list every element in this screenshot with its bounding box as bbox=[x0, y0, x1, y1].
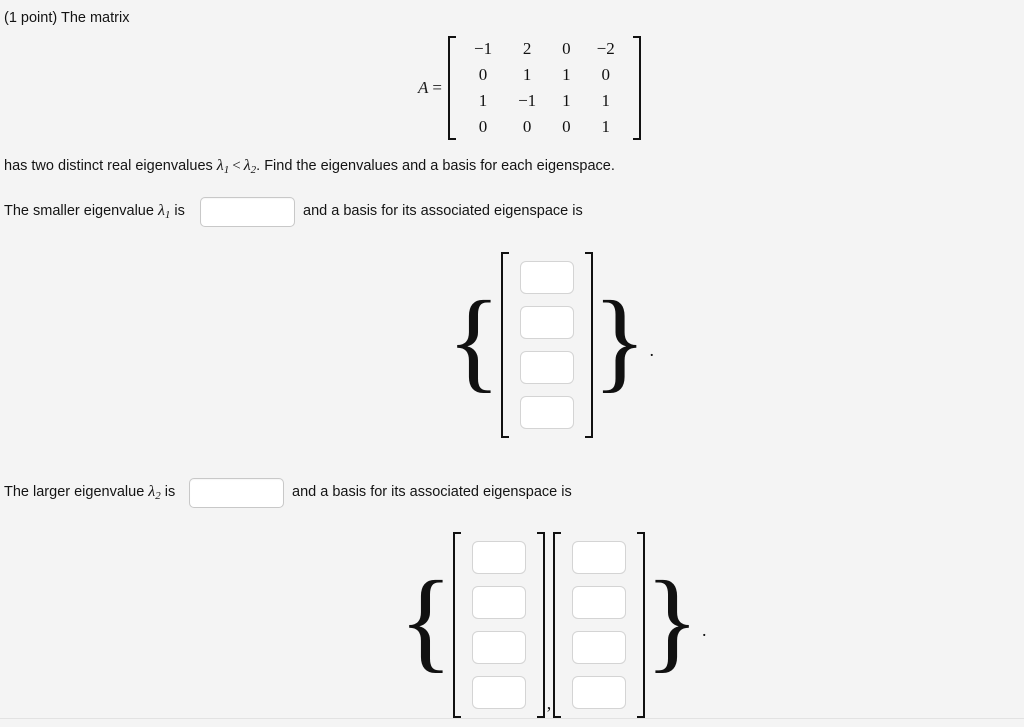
larger-basis1-cell-3[interactable] bbox=[472, 631, 526, 664]
matrix-cell: 1 bbox=[478, 91, 488, 110]
lambda2-subscript: 2 bbox=[250, 164, 257, 176]
matrix-row bbox=[461, 62, 628, 88]
vector-cells bbox=[564, 532, 634, 718]
smaller-basis-label: and a basis for its associated eigenspace is bbox=[303, 203, 583, 219]
larger-basis-group bbox=[399, 532, 707, 718]
smaller-lambda-subscript: 1 bbox=[164, 209, 171, 221]
eigenvalue-statement bbox=[4, 156, 615, 180]
smaller-basis-cell-2[interactable] bbox=[520, 306, 574, 339]
vector-right-bracket-icon bbox=[634, 532, 645, 718]
points-label: (1 point) The matrix bbox=[4, 10, 130, 26]
larger-open-brace-icon: { bbox=[399, 559, 453, 683]
smaller-basis-cell-4[interactable] bbox=[520, 396, 574, 429]
vector-right-bracket-icon bbox=[534, 532, 545, 718]
matrix-a bbox=[418, 36, 641, 140]
larger-lambda-symbol: λ bbox=[148, 483, 156, 500]
less-than-operator: < bbox=[232, 158, 241, 174]
smaller-open-brace-icon: { bbox=[447, 279, 501, 403]
matrix-equals: = bbox=[432, 78, 442, 97]
smaller-eigenvalue-input[interactable] bbox=[200, 197, 295, 227]
lambda1-symbol: λ bbox=[216, 157, 224, 174]
larger-basis1-cell-2[interactable] bbox=[472, 586, 526, 619]
matrix-cell: −1 bbox=[518, 91, 537, 110]
vector-cells bbox=[512, 252, 582, 438]
smaller-eigenvalue-prompt bbox=[4, 201, 185, 225]
larger-eigenvalue-prompt bbox=[4, 482, 175, 506]
smaller-basis-group bbox=[447, 252, 654, 438]
matrix-row bbox=[461, 36, 628, 62]
vector-left-bracket-icon bbox=[501, 252, 512, 438]
larger-eigenvalue-input[interactable] bbox=[189, 478, 284, 508]
vector-cells bbox=[464, 532, 534, 718]
matrix-cell: 1 bbox=[601, 117, 610, 136]
matrix-row bbox=[461, 88, 628, 114]
larger-close-brace-icon: } bbox=[645, 559, 700, 683]
matrix-cell: 0 bbox=[562, 117, 571, 136]
larger-is-word: is bbox=[160, 484, 176, 500]
larger-basis-vector-1 bbox=[453, 532, 545, 718]
larger-basis-separator: , bbox=[546, 693, 552, 713]
matrix-cell: −1 bbox=[473, 39, 493, 58]
larger-basis2-cell-3[interactable] bbox=[572, 631, 626, 664]
matrix-cell: 0 bbox=[601, 65, 610, 84]
vector-left-bracket-icon bbox=[553, 532, 564, 718]
matrix-cell: 1 bbox=[562, 91, 571, 110]
statement-prefix: has two distinct real eigenvalues bbox=[4, 158, 217, 174]
matrix-cell: 1 bbox=[522, 65, 532, 84]
larger-basis2-cell-2[interactable] bbox=[572, 586, 626, 619]
smaller-lambda-symbol: λ bbox=[157, 202, 165, 219]
larger-prefix: The larger eigenvalue bbox=[4, 484, 149, 500]
matrix-cell: −2 bbox=[596, 39, 615, 58]
matrix-right-bracket-icon bbox=[630, 36, 641, 140]
lambda2-symbol: λ bbox=[243, 157, 251, 174]
matrix-cell: 0 bbox=[478, 65, 488, 84]
smaller-basis-vector bbox=[501, 252, 593, 438]
statement-suffix: . Find the eigenvalues and a basis for each eigenspace. bbox=[256, 158, 615, 174]
larger-basis-label: and a basis for its associated eigenspace is bbox=[292, 484, 572, 500]
smaller-prefix: The smaller eigenvalue bbox=[4, 203, 158, 219]
larger-basis2-cell-1[interactable] bbox=[572, 541, 626, 574]
larger-lambda-subscript: 2 bbox=[155, 490, 161, 502]
smaller-basis-cell-3[interactable] bbox=[520, 351, 574, 384]
matrix-cell: 1 bbox=[601, 91, 610, 110]
matrix-cell: 0 bbox=[522, 117, 532, 136]
larger-basis1-cell-4[interactable] bbox=[472, 676, 526, 709]
bottom-divider bbox=[0, 718, 1024, 719]
matrix-left-bracket-icon bbox=[448, 36, 459, 140]
matrix-cell: 2 bbox=[522, 39, 532, 58]
smaller-basis-period: . bbox=[649, 339, 655, 360]
matrix-grid bbox=[461, 36, 628, 140]
matrix-row bbox=[461, 114, 628, 140]
smaller-basis-cell-1[interactable] bbox=[520, 261, 574, 294]
smaller-is-word: is bbox=[170, 203, 185, 219]
larger-basis2-cell-4[interactable] bbox=[572, 676, 626, 709]
matrix-label: A bbox=[418, 78, 429, 97]
larger-basis-period: . bbox=[702, 619, 707, 640]
matrix-cell: 1 bbox=[562, 65, 571, 84]
smaller-close-brace-icon: } bbox=[592, 279, 647, 403]
vector-right-bracket-icon bbox=[582, 252, 593, 438]
matrix-cell: 0 bbox=[562, 39, 571, 58]
matrix-cell: 0 bbox=[478, 117, 488, 136]
larger-basis-vector-2 bbox=[553, 532, 645, 718]
vector-left-bracket-icon bbox=[453, 532, 464, 718]
larger-basis1-cell-1[interactable] bbox=[472, 541, 526, 574]
lambda1-subscript: 1 bbox=[223, 164, 230, 176]
